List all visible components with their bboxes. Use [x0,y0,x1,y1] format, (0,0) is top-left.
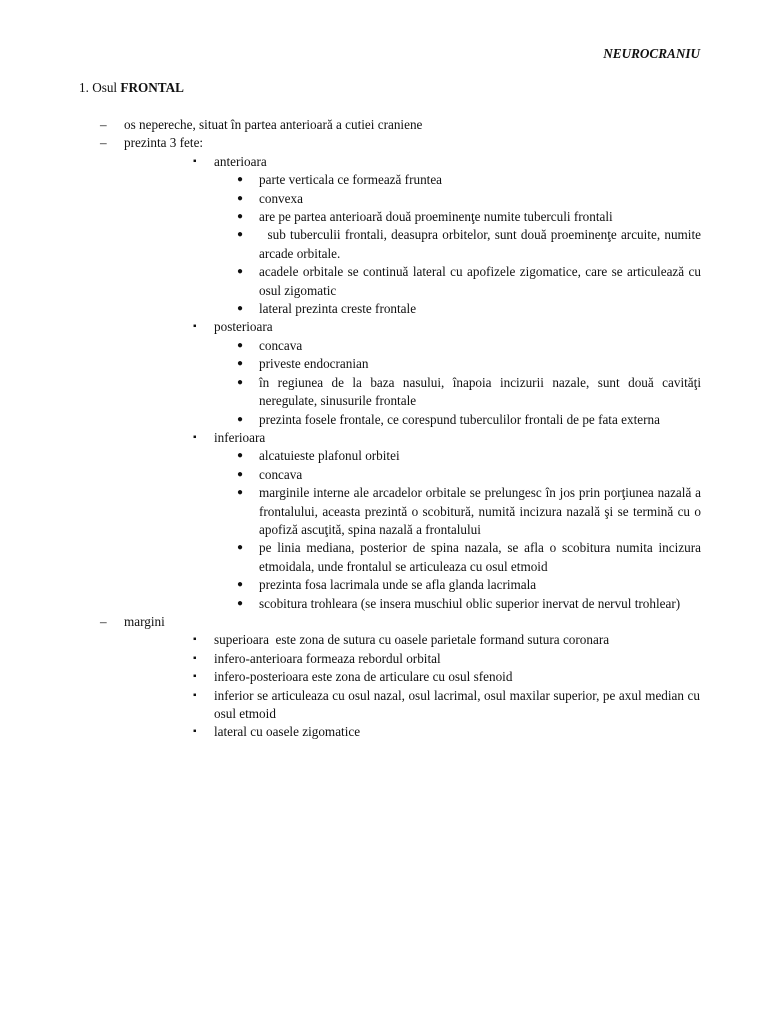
list-item [0,190,701,208]
list-item [0,466,701,484]
list-item [0,300,701,318]
margin-item-text: infero-posterioara este zona de articulare cu osul sfenoid [214,669,513,685]
list-item-text: marginile interne ale arcadelor orbitale se prelungesc în jos prin porţiunea nazală a frontalului, aceasta prezintă o scobitură, numită incizura nazală şi se termină cu o apofiză ascuţită, spina nazală a frontalului [259,485,705,537]
list-item-text: prezinta fosa lacrimala unde se afla glanda lacrimala [259,577,537,593]
list-item-text: concava [259,466,303,482]
margini-label: margini [124,613,165,629]
list-item [0,447,701,465]
fata-heading [0,318,700,336]
square-bullet-marker: ▪ [193,321,197,333]
intro-text: prezinta 3 fete: [124,135,204,151]
list-item-text: în regiunea de la baza nasului, înapoia incizurii nazale, sunt două cavităţi neregulate, sinusurile frontale [259,374,705,409]
fata-bullet-list [0,337,768,429]
margini-list [0,631,768,741]
fata-bullet-list [0,171,768,318]
dot-bullet-marker: ● [237,376,244,388]
margin-list-item [0,687,704,724]
dot-bullet-marker: ● [237,229,244,241]
square-bullet-marker: ▪ [193,671,197,683]
fata-label: inferioara [214,429,266,445]
intro-text: os neperechе, situat în partea anterioară a cutiei craniene [124,117,423,132]
section-title [79,79,184,97]
dot-bullet-marker: ● [237,266,244,278]
fata-label: anterioara [214,153,267,169]
square-bullet-marker: ▪ [193,155,197,167]
fete-list [0,153,768,613]
dot-bullet-marker: ● [237,174,244,186]
list-item-text: sub tuberculii frontali, deasupra orbitelor, sunt două proeminenţe arcuite, numite arcade orbitale. [259,227,705,261]
list-item-text: pe linia mediana, posterior de spina nazala, se afla o scobitura numita incizura etmoidala, unde frontalul se articuleaza cu osul etmoid [259,540,705,574]
dot-bullet-marker: ● [237,339,244,351]
margin-list-item [0,668,700,686]
dot-bullet-marker: ● [237,579,244,591]
dot-bullet-marker: ● [237,413,244,425]
fata-bullet-list [0,447,768,613]
dot-bullet-marker: ● [237,358,244,370]
dash-marker: – [100,135,107,151]
square-bullet-marker: ▪ [193,726,197,738]
list-item [0,539,705,576]
list-item [0,226,705,263]
list-item-text: prezinta fosele frontale, ce corespund tuberculilor frontali de pe fata externa [259,411,660,427]
dot-bullet-marker: ● [237,192,244,204]
page-header-title: NEUROCRANIU [603,46,700,61]
fata-heading [0,153,700,171]
fata-label: posterioara [214,319,273,335]
margin-item-text: lateral cu oasele zigomatice [214,724,361,740]
fata-heading [0,429,700,447]
list-item-text: alcatuieste plafonul orbitei [259,448,400,464]
list-item-text: convexa [259,190,303,206]
document-content [0,116,768,742]
list-item-text: scobitura trohleara (se insera muschiul oblic superior inervat de nervul trohlear) [259,595,681,611]
dot-bullet-marker: ● [237,597,244,609]
margini-heading [0,613,700,631]
list-item-text: priveste endocranian [259,356,369,372]
section-name: FRONTAL [120,80,184,95]
list-item-text: parte verticala ce formează fruntea [259,172,443,188]
margin-item-text: infero-anterioara formeaza rebordul orbital [214,650,441,666]
intro-item [0,134,700,152]
list-item [0,411,701,429]
square-bullet-marker: ▪ [193,652,197,664]
margin-list-item [0,723,700,741]
square-bullet-marker: ▪ [193,431,197,443]
list-item-text: are pe partea anterioară două proeminenţe numite tuberculi frontali [259,209,613,225]
margin-item-text: inferior se articuleaza cu osul nazal, osul lacrimal, osul maxilar superior, pe axul median cu osul etmoid [214,687,704,721]
dot-bullet-marker: ● [237,450,244,462]
dash-marker: – [100,117,107,132]
dot-bullet-marker: ● [237,303,244,315]
list-item [0,595,701,613]
margin-list-item [0,650,700,668]
list-item [0,484,705,539]
list-item-text: acadele orbitale se continuă lateral cu apofizele zigomatice, care se articulează cu osul zigomatic [259,264,705,298]
list-item [0,576,701,594]
list-item [0,355,701,373]
list-item-text: lateral prezinta creste frontale [259,301,417,317]
margin-item-text: superioara este zona de sutura cu oasele parietale formand sutura coronara [214,632,610,648]
margin-list-item [0,631,700,649]
list-item [0,263,705,300]
intro-item [0,116,700,134]
list-item [0,374,705,411]
dot-bullet-marker: ● [237,542,244,554]
dash-marker: – [100,613,107,629]
list-item [0,171,701,189]
list-item [0,337,701,355]
list-item [0,208,701,226]
section-number: 1. Osul [79,80,121,95]
square-bullet-marker: ▪ [193,634,197,646]
list-item-text: concava [259,337,303,353]
dot-bullet-marker: ● [237,468,244,480]
dot-bullet-marker: ● [237,487,244,499]
square-bullet-marker: ▪ [193,689,197,701]
dot-bullet-marker: ● [237,211,244,223]
